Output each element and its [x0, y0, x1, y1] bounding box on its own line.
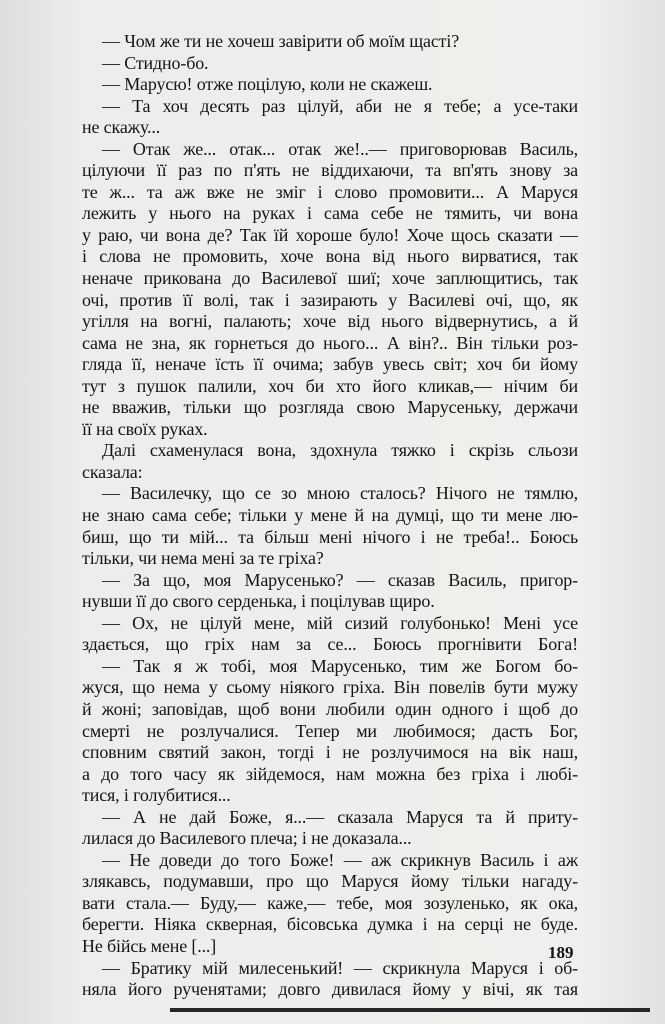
text-line: вати стала.— Буду,— каже,— тебе, моя зозуленько, як ока,: [82, 892, 578, 913]
text-line: цілуючи її раз по п'ять не віддихаючи, та вп'ять знову за: [82, 160, 578, 181]
text-line: — Не доведи до того Боже! — аж скрикнув Василь і аж: [102, 849, 578, 870]
text-line: неначе прикована до Василевої шиї; хоче заплющитись, так: [82, 268, 578, 289]
text-line: лилася до Василевого плеча; і не доказала...: [82, 828, 412, 849]
text-line: угілля на вогні, палають; хоче від нього відвернутись, а й: [82, 311, 578, 332]
text-line: тися, і голубитися...: [82, 785, 231, 806]
text-line: гляда її, неначе їсть її очима; забув увесь світ; хоч би йому: [82, 354, 578, 375]
text-line: Не бійсь мене [...]: [82, 935, 217, 956]
text-line: тільки, чи нема мені за те гріха?: [82, 548, 324, 569]
text-line: смерті не розлучалися. Тепер ми любимося; дасть Бог,: [82, 720, 578, 741]
text-line: берегти. Ніяка скверная, бісовська думка і на серці не буде.: [82, 914, 578, 935]
text-line: тут з пушок палили, хоч би хто його кликав,— нічим би: [82, 375, 578, 396]
text-line: а до того часу як зійдемося, нам можна без гріха і любі-: [82, 763, 578, 784]
text-line: жуся, що нема у сьому ніякого гріха. Він повелів бути мужу: [82, 677, 578, 698]
text-line: — За що, моя Марусенько? — сказав Василь, пригор-: [102, 569, 578, 590]
text-line: сказала:: [82, 461, 143, 482]
page-text: [82, 31, 578, 1001]
text-line: — Василечку, що се зо мною сталось? Нічого не тямлю,: [102, 483, 578, 504]
text-line: нувши її до свого серденька, і поцілував щиро.: [82, 591, 435, 612]
text-line: Далі схаменулася вона, здохнула тяжко і скрізь сльози: [102, 440, 578, 461]
text-line: — Марусю! отже поцілую, коли не скажеш.: [102, 74, 433, 95]
text-line: здається, що гріх нам за се... Боюсь прогнівити Бога!: [82, 634, 578, 655]
text-line: сама не зна, як горнеться до нього... А він?.. Він тільки роз-: [82, 332, 578, 353]
text-line: її на своїх руках.: [82, 418, 208, 439]
text-line: — Чом же ти не хочеш завірити об моїм щасті?: [102, 31, 460, 51]
text-line: няла його рученятами; довго дивилася йому у вічі, як тая: [82, 979, 578, 1000]
text-line: злякавсь, подумавши, про що Маруся йому тільки нагаду-: [82, 871, 578, 892]
text-line: — Отак же... отак... отак же!..— приговорював Василь,: [102, 138, 578, 159]
text-line: — Так я ж тобі, моя Марусенько, тим же Богом бо-: [102, 655, 578, 676]
bottom-rule: [170, 1008, 650, 1012]
text-line: лежить у нього на руках і сама себе не тямить, чи вона: [82, 203, 578, 224]
text-line: не знаю сама себе; тільки у мене й на думці, що ти мене лю-: [82, 505, 578, 526]
text-line: — Та хоч десять раз цілуй, аби не я тебе; а усе-таки: [102, 95, 578, 116]
text-line: — Братику мій милесенький! — скрикнула Маруся і об-: [102, 957, 578, 978]
text-line: не вважив, тільки що розгляда свою Марусеньку, держачи: [82, 397, 578, 418]
text-line: й жоні; заповідав, щоб вони любили один одного і щоб до: [82, 698, 578, 719]
text-line: у раю, чи вона де? Так їй хороше було! Хоче щось сказати —: [82, 224, 578, 245]
text-line: — А не дай Боже, я...— сказала Маруся та й приту-: [102, 806, 578, 827]
text-line: не скажу...: [82, 117, 161, 138]
text-line: биш, що ти мій... та більш мені нічого і не треба!.. Боюсь: [82, 526, 578, 547]
text-line: і слова не промовить, хоче вона від нього вирватися, так: [82, 246, 578, 267]
text-line: очі, против її волі, так і зазирають у Василеві очі, що, як: [82, 289, 578, 310]
text-line: сповним святий закон, тогді і не розлучимося на вік наш,: [82, 742, 578, 763]
text-line: те ж... та аж вже не зміг і слово промовити... А Маруся: [82, 181, 578, 202]
page-number: 189: [548, 943, 574, 962]
text-line: — Стидно-бо.: [102, 52, 209, 73]
text-line: — Ох, не цілуй мене, мій сизий голубонько! Мені усе: [102, 612, 578, 633]
